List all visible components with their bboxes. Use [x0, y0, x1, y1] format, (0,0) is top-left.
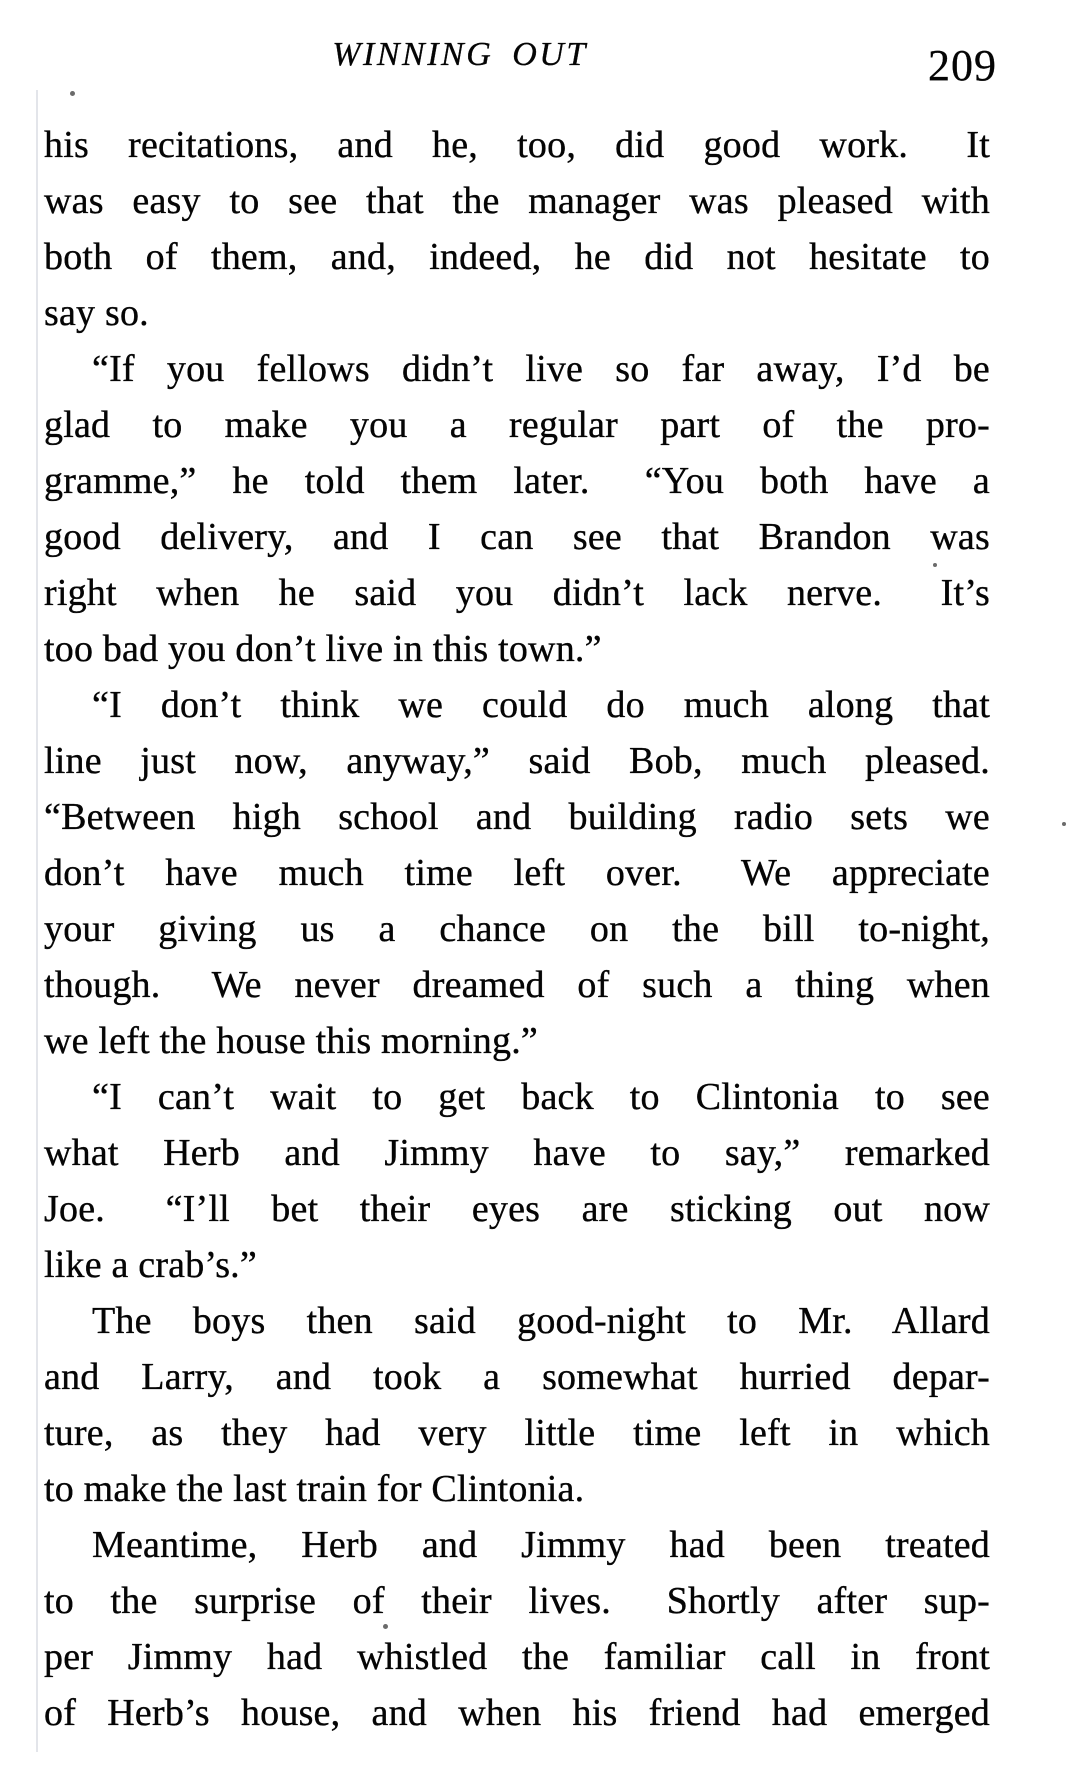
- text-line: “Between high school and building radio sets we: [44, 796, 990, 838]
- text-line: your giving us a chance on the bill to-night,: [44, 908, 990, 950]
- text-line: both of them, and, indeed, he did not hesitate to: [44, 236, 990, 278]
- text-line: his recitations, and he, too, did good work. It: [44, 124, 990, 166]
- scan-speck: [70, 91, 75, 96]
- page-body-text: [44, 117, 990, 1741]
- scan-speck: [933, 563, 937, 567]
- text-line: “I can’t wait to get back to Clintonia to see: [92, 1076, 990, 1118]
- text-line: good delivery, and I can see that Brandon was: [44, 516, 990, 558]
- page-number: 209: [928, 41, 997, 90]
- text-line: Joe. “I’ll bet their eyes are sticking out now: [44, 1188, 990, 1230]
- text-line: “If you fellows didn’t live so far away, I’d be: [92, 348, 990, 390]
- text-line: to the surprise of their lives. Shortly after sup-: [44, 1580, 990, 1622]
- text-line: to make the last train for Clintonia.: [44, 1468, 585, 1510]
- text-line: ture, as they had very little time left in which: [44, 1412, 990, 1454]
- text-line: was easy to see that the manager was pleased with: [44, 180, 990, 222]
- text-line: we left the house this morning.”: [44, 1020, 538, 1062]
- text-line: though. We never dreamed of such a thing when: [44, 964, 990, 1006]
- page-edge-line: [36, 90, 38, 1752]
- text-line: say so.: [44, 292, 149, 334]
- text-line: too bad you don’t live in this town.”: [44, 628, 602, 670]
- text-line: like a crab’s.”: [44, 1244, 257, 1286]
- scan-speck: [383, 1624, 388, 1629]
- text-line: what Herb and Jimmy have to say,” remarked: [44, 1132, 990, 1174]
- text-line: Meantime, Herb and Jimmy had been treated: [92, 1524, 990, 1566]
- text-line: glad to make you a regular part of the pro-: [44, 404, 990, 446]
- scan-speck: [1062, 822, 1066, 826]
- text-line: “I don’t think we could do much along that: [92, 684, 990, 726]
- text-line: right when he said you didn’t lack nerve. It’s: [44, 572, 990, 614]
- text-line: and Larry, and took a somewhat hurried depar-: [44, 1356, 990, 1398]
- text-line: don’t have much time left over. We appreciate: [44, 852, 990, 894]
- text-line: per Jimmy had whistled the familiar call in front: [44, 1636, 990, 1678]
- text-line: of Herb’s house, and when his friend had emerged: [44, 1692, 990, 1734]
- text-line: The boys then said good-night to Mr. Allard: [92, 1300, 990, 1342]
- text-line: line just now, anyway,” said Bob, much pleased.: [44, 740, 990, 782]
- running-head-title: WINNING OUT: [332, 36, 588, 73]
- text-line: gramme,” he told them later. “You both have a: [44, 460, 990, 502]
